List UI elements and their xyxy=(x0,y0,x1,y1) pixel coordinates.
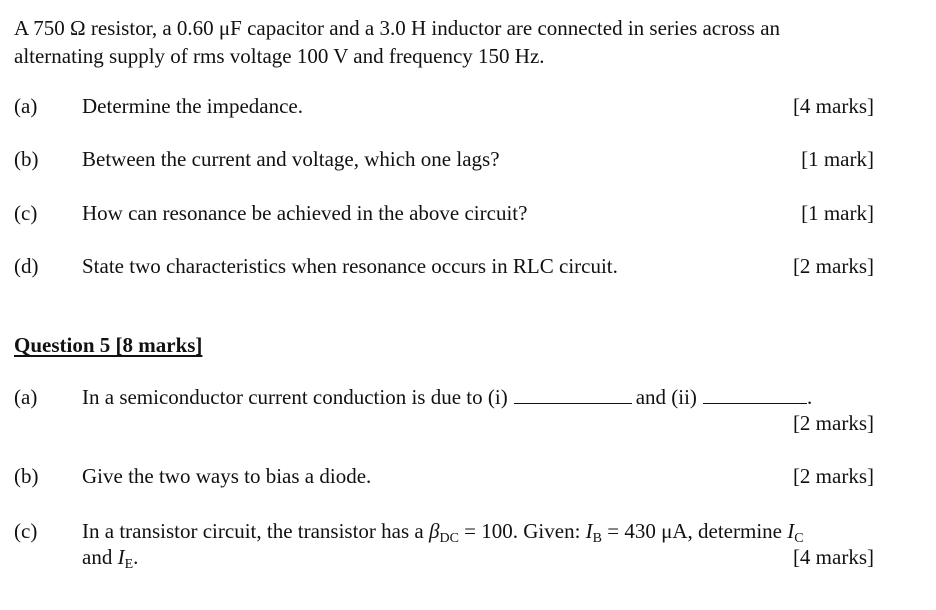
q5-part-b-label: (b) xyxy=(14,464,39,488)
ib-subscript: B xyxy=(592,531,602,546)
part-b-label: (b) xyxy=(14,147,39,171)
q5-part-b-text: Give the two ways to bias a diode. xyxy=(82,464,372,488)
beta-subscript: DC xyxy=(439,531,459,546)
q5-part-c-line-1 xyxy=(82,519,804,544)
q5-c-text-3: = 430 μA, determine xyxy=(602,519,788,543)
beta-symbol: β xyxy=(428,519,440,543)
ie-symbol: I xyxy=(117,545,125,569)
part-c-text: How can resonance be achieved in the above circuit? xyxy=(82,201,528,225)
q5-c-text-2: = 100. Given: xyxy=(458,519,586,543)
q5-part-c-line-2 xyxy=(82,545,138,570)
q5-part-a-marks: [2 marks] xyxy=(792,411,874,435)
q5-part-a-text-before: In a semiconductor current conduction is due to (i) xyxy=(82,385,508,409)
q5-part-b-marks: [2 marks] xyxy=(792,464,874,488)
part-d-label: (d) xyxy=(14,254,39,278)
ic-symbol: I xyxy=(787,519,795,543)
ib-symbol: I xyxy=(585,519,593,543)
q5-part-a-label: (a) xyxy=(14,385,38,409)
q5-part-a-text xyxy=(82,385,812,410)
question-intro xyxy=(14,14,780,70)
q5-part-a-text-mid: and (ii) xyxy=(635,385,697,409)
ie-subscript: E xyxy=(124,557,134,572)
part-c-label: (c) xyxy=(14,201,38,225)
part-d-marks: [2 marks] xyxy=(792,254,874,278)
q5-c-text-5: . xyxy=(133,545,139,569)
part-d-text: State two characteristics when resonance occurs in RLC circuit. xyxy=(82,254,618,278)
answer-blank-1[interactable] xyxy=(514,385,632,404)
q5-part-c-marks: [4 marks] xyxy=(792,545,874,569)
ic-subscript: C xyxy=(794,531,804,546)
answer-blank-2[interactable] xyxy=(703,385,807,404)
intro-line-1: A 750 Ω resistor, a 0.60 μF capacitor and a 3.0 H inductor are connected in series across an xyxy=(14,16,781,40)
q5-c-text-4: and xyxy=(82,545,118,569)
part-c-marks: [1 mark] xyxy=(801,201,874,225)
part-b-text: Between the current and voltage, which one lags? xyxy=(82,147,500,171)
part-b-marks: [1 mark] xyxy=(801,147,874,171)
part-a-label: (a) xyxy=(14,94,38,118)
q5-part-c-label: (c) xyxy=(14,519,38,543)
q5-c-text-1: In a transistor circuit, the transistor has a xyxy=(82,519,429,543)
intro-line-2: alternating supply of rms voltage 100 V and frequency 150 Hz. xyxy=(14,44,545,68)
part-a-marks: [4 marks] xyxy=(792,94,874,118)
part-a-text: Determine the impedance. xyxy=(82,94,303,118)
q5-part-a-text-end: . xyxy=(806,385,813,409)
question-5-heading: Question 5 [8 marks] xyxy=(14,333,203,357)
